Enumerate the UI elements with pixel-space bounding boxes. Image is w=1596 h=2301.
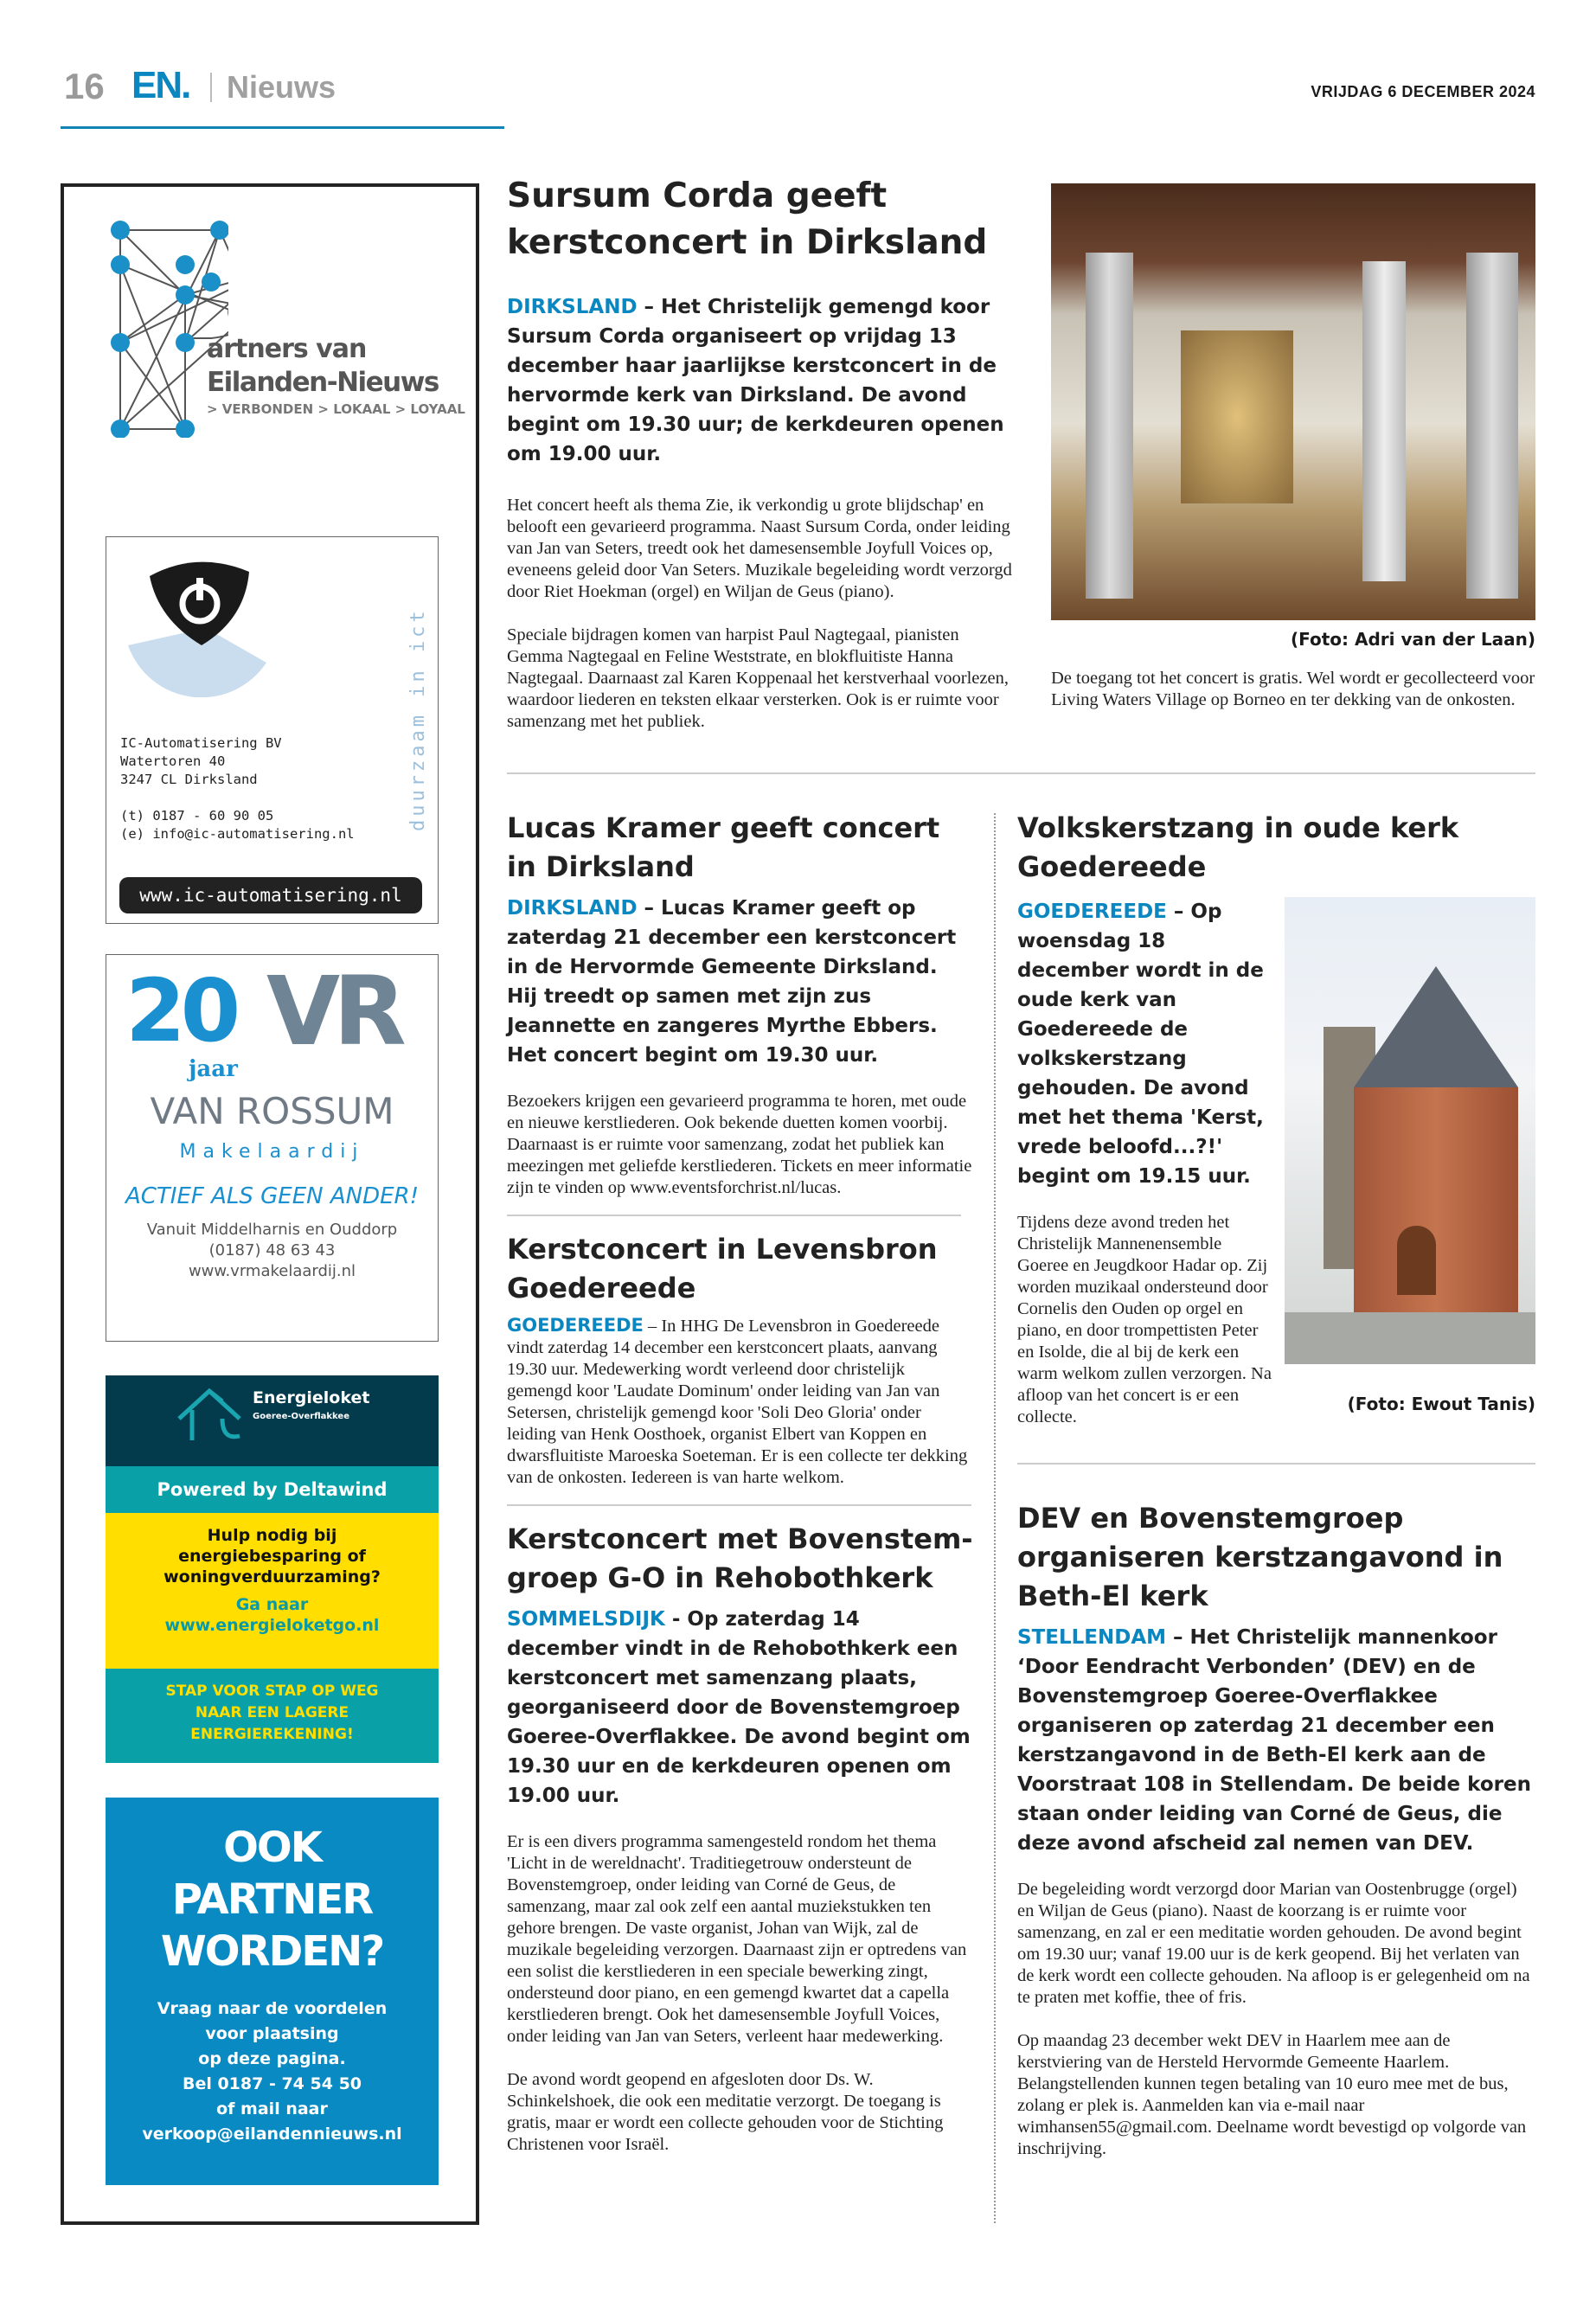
partner-phone: Bel 0187 - 74 54 50 [182, 2074, 362, 2093]
partners-tags [207, 401, 465, 417]
article-lead [507, 292, 1017, 469]
photo-credit: (Foto: Ewout Tanis) [1347, 1394, 1535, 1414]
article-title: Volkskerstzang in oude kerk Goedereede [1017, 811, 1459, 883]
article-body [507, 1831, 974, 2156]
ic-slogan: duurzaam in ict [407, 607, 429, 831]
paragraph: De begeleiding wordt verzorgd door Marian van Oostenbrugge (orgel) en Wiljan de Geus (piano). Naast de koorzang is er ruimte voor samenzang, en zal er een meditatie worden gehouden. De avond begint om 19.30 uur; vanaf 19.00 uur is de kerk geopend. Bij het verlaten van de kerk wordt een collecte gehouden. Na afloop is er gelegenheid om na te praten met koffie, thee of fris. [1017, 1880, 1530, 2007]
article-title: Kerstconcert in Levensbron Goedereede [507, 1233, 938, 1304]
right-column [1017, 809, 1536, 2160]
become-partner-ad[interactable] [106, 1798, 439, 2185]
article-lucas-kramer [507, 809, 974, 1199]
middle-column [507, 809, 974, 2156]
lead-text: – Op woensdag 18 december wordt in de oude kerk van Goedereede de volkskerstzang gehouden. De avond met het thema 'Kerst, vrede beloofd...?!' begint om 19.15 uur. [1017, 901, 1264, 1188]
vr-phone: (0187) 48 63 43 [208, 1241, 336, 1259]
column-rule [994, 813, 996, 2223]
energie-title: Energieloket [253, 1388, 370, 1407]
paragraph: Speciale bijdragen komen van harpist Paul Nagtegaal, pianisten Gemma Nagtegaal en Feline Weststrate, en blokfluitiste Hanna Nagtegaal. Daarnaast zal Karen Koppenaal het kerstverhaal voorlezen, waardoor liederen en teksten elkaar versterken. Ook is er ruimte voor samenzang met het publiek. [507, 625, 1009, 731]
article-body [507, 495, 1017, 733]
energie-subtitle: Goeree-Overflakkee [253, 1412, 349, 1421]
article-body [507, 1091, 974, 1199]
vr-jaar: jaar [189, 1056, 238, 1082]
partner-text [123, 1997, 421, 2147]
energie-powered: Powered by Deltawind [106, 1466, 439, 1513]
page-number: 16 [64, 66, 105, 106]
energie-goto: Ga naar [235, 1595, 309, 1614]
article-lead [1017, 897, 1272, 1191]
ic-city: 3247 CL Dirksland [120, 772, 258, 787]
partner-line: op deze pagina. [198, 2049, 346, 2068]
van-rossum-ad[interactable] [106, 954, 439, 1342]
article-title: Kerstconcert met Bovenstem-groep G-O in Rehobothkerk [507, 1522, 973, 1594]
article-volkskerstzang-text [1017, 897, 1272, 1428]
lead-text: – Lucas Kramer geeft op zaterdag 21 december een kerstconcert in de Hervormde Gemeente Dirksland. Hij treedt op samen met zijn zus Jeannette en zangeres Myrthe Ebbers. Het concert begint om 19.30 uur. [507, 897, 957, 1067]
partner-line: voor plaatsing [205, 2024, 339, 2043]
article-title: DEV en Bovenstemgroep organiseren kerstzangavond in Beth-El kerk [1017, 1502, 1503, 1612]
paragraph: De toegang tot het concert is gratis. Wel wordt er gecollecteerd voor Living Waters Village op Borneo en ter dekking van de onkosten. [1051, 669, 1535, 709]
location-tag: DIRKSLAND [507, 897, 638, 920]
vr-location: Vanuit Middelharnis en Ouddorp [146, 1221, 398, 1239]
location-tag: GOEDEREEDE [507, 1315, 644, 1336]
partners-column [61, 183, 479, 2225]
location-tag: SOMMELSDIJK [507, 1608, 665, 1631]
volks-row [1017, 897, 1536, 1428]
ic-url[interactable]: www.ic-automatisering.nl [119, 877, 422, 913]
partner-line: of mail naar [216, 2099, 328, 2118]
location-tag: STELLENDAM [1017, 1626, 1167, 1649]
partners-line1: artners van [207, 334, 367, 364]
article-title: Lucas Kramer geeft concert in Dirksland [507, 811, 940, 883]
lead-text: – Het Christelijk mannenkoor ‘Door Eendracht Verbonden’ (DEV) en de Bovenstemgroep Goeree-Overflakkee organiseren op zaterdag 21 december een kerstzangavond in de Beth-El kerk aan de Voorstraat 108 in Stellendam. De beide koren staan onder leiding van Corné de Geus, die deze avond afscheid zal nemen van DEV. [1017, 1626, 1531, 1855]
partner-line: Vraag naar de voordelen [157, 1999, 388, 2018]
ic-street: Watertoren 40 [120, 753, 226, 769]
article-lead [1017, 1623, 1536, 1858]
vr-mark: VR [266, 956, 400, 1067]
vr-sub: Makelaardij [179, 1141, 365, 1163]
partners-logo [107, 213, 465, 446]
vr-20: 20 [125, 960, 236, 1061]
power-shield-icon [119, 550, 292, 697]
paragraph: Er is een divers programma samengesteld rondom het thema 'Licht in de wereldnacht'. Traditiegetrouw ondersteunt de Bovenstemgroep, onder leiding van Corné de Geus, de samenzang, maar zal ook zelf een aantal muziekstukken ten gehore brengen. De vaste organist, Johan van Wijk, zal de muzikale begeleiding verzorgen. Daarnaast zijn er optredens van een solist die kerstliederen in een speciale bewerking zingt, ondersteund door piano, en een gemengd kwartet dat a capella kerstliederen brengt. Ook het damesensemble Joyfull Voices, onder leiding van Jan van Seters, verleent haar medewerking. [507, 1832, 967, 2046]
lead-text: - Op zaterdag 14 december vindt in de Rehobothkerk een kerstconcert met samenzang plaats, georganiseerd door de Bovenstemgroep Goeree-Overflakkee. De avond begint om 19.30 uur en de kerkdeuren openen om 19.00 uur. [507, 1608, 971, 1807]
article-body [507, 1315, 974, 1489]
energie-header [106, 1375, 439, 1466]
en-logo: EN. [131, 64, 190, 106]
tag-verbonden: > VERBONDEN [207, 401, 314, 417]
partner-headline: OOK PARTNER WORDEN? [160, 1823, 384, 1976]
house-icon [175, 1384, 253, 1445]
location-tag: GOEDEREEDE [1017, 901, 1167, 923]
energie-yellow [106, 1513, 439, 1669]
article-levensbron [507, 1230, 974, 1489]
vr-slogan: ACTIEF ALS GEEN ANDER! [125, 1183, 420, 1209]
divider [507, 772, 1535, 774]
tag-loyaal: > LOYAAL [394, 401, 465, 417]
volks-photo-block [1285, 897, 1535, 1428]
article-lead [507, 1605, 974, 1811]
vr-name: VAN ROSSUM [150, 1090, 394, 1132]
divider [507, 1215, 961, 1216]
article-rehobothkerk [507, 1520, 974, 2156]
location-tag: DIRKSLAND [507, 296, 638, 318]
article-body [1017, 1212, 1272, 1428]
partners-line2: Eilanden-Nieuws [207, 367, 439, 398]
ic-company: IC-Automatisering BV [120, 735, 282, 751]
paragraph: Bezoekers krijgen een gevarieerd programma te horen, met oude en nieuwe kerstliederen. Ook bekende duetten komen voorbij. Daarnaast is er ruimte voor samenzang, zodat het publiek kan meezingen met geliefde kerstliederen. Tickets en meer informatie zijn te vinden op www.eventsforchrist.nl/lucas. [507, 1092, 972, 1197]
divider [1017, 1463, 1535, 1465]
lead-text: – Het Christelijk gemengd koor Sursum Corda organiseert op vrijdag 13 december haar jaarlijkse kerstconcert in de hervormde kerk van Dirksland. De avond begint om 19.30 uur; de kerkdeuren openen om 19.00 uur. [507, 296, 1004, 465]
article-body [1017, 1879, 1536, 2160]
article-dev-beth-el [1017, 1499, 1536, 2160]
photo-credit: (Foto: Adri van der Laan) [1290, 629, 1535, 650]
header-rule [61, 126, 504, 129]
vr-url[interactable]: www.vrmakelaardij.nl [188, 1262, 356, 1280]
ic-address [120, 734, 355, 843]
article-volkskerstzang [1017, 809, 1536, 1428]
issue-date: VRIJDAG 6 DECEMBER 2024 [1311, 83, 1535, 100]
paragraph: Op maandag 23 december wekt DEV in Haarlem mee aan de kerstviering van de Hersteld Hervormde Gemeente Haarlem. Belangstellenden kunnen tegen betaling van 10 euro mee met de bus, zolang er plek is. Aanmelden kan via e-mail naar wimhansen55@gmail.com. Deelname wordt bevestigd op volgorde van inschrijving. [1017, 2031, 1527, 2158]
energieloket-ad[interactable] [106, 1375, 439, 1763]
header-separator [210, 73, 212, 102]
ic-phone: (t) 0187 - 60 90 05 [120, 808, 274, 824]
paragraph: – In HHG De Levensbron in Goedereede vindt zaterdag 14 december een kerstconcert plaats, aanvang 19.30 uur. Medewerking wordt verleend door christelijk gemengd koor 'Laudate Dominum' onder leiding van Jan van Setersen, christelijk gemengd koor 'Soli Deo Gloria' onder leiding van Henk Oosthoek, organist Elbert van Koppen en dwarsfluitiste Maroeska Soeteman. Er is een collecte ter dekking van de onkosten. Iedereen is van harte welkom. [507, 1317, 968, 1487]
paragraph: Tijdens deze avond treden het Christelijk Mannenensemble Goeree en Jeugdkoor Hadar op. Zij worden muzikaal ondersteund door Cornelis den Ouden op orgel en piano, en door trompettisten Peter en Isolde, die al bij de kerk een warm welkom zullen verzorgen. Na afloop van het concert is er een collecte. [1017, 1213, 1272, 1426]
energie-cta: STAP VOOR STAP OP WEG NAAR EEN LAGERE ENERGIEREKENING! [106, 1669, 439, 1763]
paragraph: Het concert heeft als thema Zie, ik verkondig u grote blijdschap' en belooft een gevarieerd programma. Naast Sursum Corda, onder leiding van Jan van Seters, treedt ook het damesensemble Joyfull Voices op, eveneens geleid door Van Seters. Muzikale begeleiding wordt verzorgd door Riet Hoekman (orgel) en Wiljan de Geus (piano). [507, 496, 1012, 601]
paragraph: De avond wordt geopend en afgesloten door Ds. W. Schinkelshoek, die ook een meditatie verzorgt. De toegang is gratis, maar er wordt een collecte gehouden voor de Stichting Christenen voor Israël. [507, 2070, 944, 2154]
ic-email[interactable]: (e) info@ic-automatisering.nl [120, 826, 355, 842]
church-interior-photo [1051, 183, 1535, 620]
article-title: Sursum Corda geeft kerstconcert in Dirksland [507, 176, 988, 262]
section-name: Nieuws [227, 69, 337, 105]
article-sursum-corda [507, 173, 1017, 733]
article-body-cont [1051, 668, 1535, 711]
church-exterior-photo [1285, 897, 1535, 1364]
divider [507, 1504, 971, 1506]
ic-automatisering-ad[interactable] [106, 536, 439, 924]
energie-url[interactable]: www.energieloketgo.nl [164, 1616, 380, 1635]
vr-contact [106, 1220, 438, 1282]
article-lead [507, 894, 974, 1070]
partner-email[interactable]: verkoop@eilandennieuws.nl [142, 2125, 402, 2144]
tag-lokaal: > LOKAAL [317, 401, 391, 417]
energie-question: Hulp nodig bij energiebesparing of woningverduurzaming? [163, 1526, 381, 1586]
